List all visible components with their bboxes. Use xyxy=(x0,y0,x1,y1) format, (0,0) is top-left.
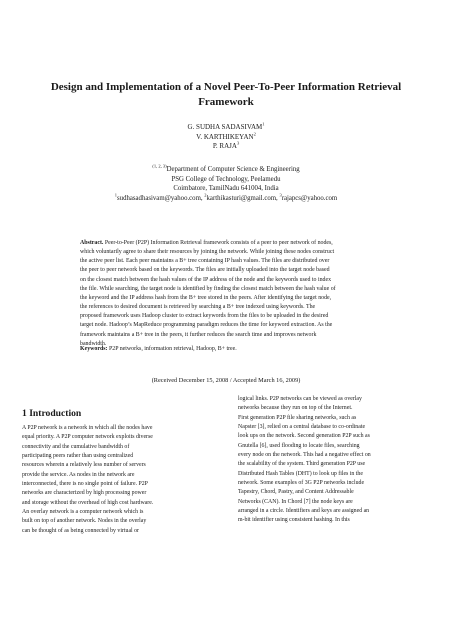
text-line: every node on the network. This had a negative effect on xyxy=(238,452,371,459)
text-line: m-bit identifier using consistent hashing. In this xyxy=(238,517,350,524)
text-line: networks because they run on top of the Internet. xyxy=(238,405,353,412)
title-line-1: Design and Implementation of a Novel Peer-To-Peer Information Retrieval xyxy=(50,81,402,93)
text-line: logical links. P2P networks can be viewed as overlay xyxy=(238,396,362,402)
text-line: network. Some examples of 3G P2P networks include xyxy=(238,480,365,487)
text-line: An overlay network is a computer network which is xyxy=(22,509,144,516)
text-line: Networks (CAN). In Chord [7] the node keys are xyxy=(238,498,353,505)
text-line: participating peers rather than using centralized xyxy=(22,453,134,460)
text-line: the scalability of the system. Third generation P2P use xyxy=(238,461,366,468)
author: V. KARTHIKEYAN$^2$ xyxy=(196,131,256,141)
text-line: proposed framework uses Hadoop cluster to extract keywords from the files to be uploaded in the desired xyxy=(80,313,329,320)
text-line: the references to desired document is retrieved by searching a B+ tree indexed using keywords. The xyxy=(80,304,316,311)
text-line: which voluntarily agree to share their resources by joining the network. While joining these nodes construct xyxy=(80,249,335,256)
text-line: connectivity and the cumulative bandwidth of xyxy=(22,443,130,450)
text-line: Napster [3], relied on a central database to co-ordinate xyxy=(238,424,366,431)
text-line: Gnutella [6], used flooding to locate files, searching xyxy=(238,442,360,449)
text-line: the peer to peer network based on the keywords. The files are initially uploaded into the target node based xyxy=(80,267,330,274)
author-emails: $^1$sudhasadhasivam@yahoo.com, $^2$karthikasturi@gmail.com, $^3$rajapcs@yahoo.com xyxy=(114,192,338,202)
text-line: on the closest match between the hash values of the IP address of the node and the keywords used to index xyxy=(80,276,332,283)
title-line-2: Framework xyxy=(198,96,254,108)
text-line: framework maintains a B+ tree in the peers, it further reduces the search time and improves network xyxy=(80,331,317,338)
email: karthikasturi@gmail.com, xyxy=(206,194,278,202)
text-line: the keyword and the IP address hash from the B+ tree stored in the peers. After identifying the target node, xyxy=(80,294,332,301)
right-column-text xyxy=(238,395,434,526)
keywords-text: P2P networks, information retrieval, Hadoop, B+ tree. xyxy=(108,346,237,352)
author: P. RAJA$^3$ xyxy=(212,140,240,150)
text-line: and storage without the overhead of high cost hardware. xyxy=(22,499,154,506)
left-column-text xyxy=(22,424,218,536)
abstract-label: Abstract. xyxy=(80,240,105,246)
text-line: resources wherein a relatively less number of servers xyxy=(22,462,146,469)
affiliation xyxy=(20,165,432,203)
text-line: networks are characterized by high processing power xyxy=(22,490,147,497)
author: G. SUDHA SADASIVAM$^1$ xyxy=(187,121,265,131)
text-line: interconnected, there is no single point of failure. P2P xyxy=(22,481,148,488)
text-line: built on top of another network. Nodes in the overlay xyxy=(22,518,147,525)
keywords-label: Keywords: xyxy=(80,346,108,352)
email: rajapcs@yahoo.com xyxy=(281,194,338,202)
keywords xyxy=(80,345,373,354)
received-date: (Received December 15, 2008 / Accepted March 16, 2009) xyxy=(151,377,301,384)
text-line: Distributed Hash Tables (DHT) to look up files in the xyxy=(238,470,363,477)
paper-title xyxy=(40,80,412,110)
text-line: Tapestry, Chord, Pastry, and Content Addressable xyxy=(238,489,354,496)
affiliation-address: Coimbatore, TamilNadu 641004, India xyxy=(173,185,279,192)
text-line: First generation P2P file sharing networks, such as xyxy=(238,414,357,421)
text-line: bandwidth. xyxy=(80,340,107,347)
text-line: Abstract. Peer-to-Peer (P2P) Information Retrieval framework consists of a peer to peer network of nodes, xyxy=(80,240,333,246)
abstract xyxy=(80,239,373,349)
text-line: the file. While searching, the target node is identified by finding the closest match between the hash value of xyxy=(80,285,336,292)
email: sudhasadhasivam@yahoo.com, xyxy=(117,194,203,202)
text-line: can be thought of as being connected by virtual or xyxy=(22,527,140,534)
text-line: A P2P network is a network in which all the nodes have xyxy=(22,425,153,431)
author-list xyxy=(40,123,412,152)
affiliation-department: $^{(1, 2, 3)}$Department of Computer Science & Engineering xyxy=(152,163,300,173)
text-line: target node. Hadoop’s MapReduce programming paradigm reduces the time for keyword extraction. As the xyxy=(80,322,333,329)
section-heading: 1 Introduction xyxy=(22,408,82,419)
text-line: the active peer list. Each peer maintains a B+ tree containing IP hash values. The files are distributed over xyxy=(80,258,330,265)
text-line: look ups on the network. Second generation P2P such as xyxy=(238,433,370,440)
affiliation-college: PSG College of Technology, Peelamedu xyxy=(171,175,281,183)
text-line: equal priority. A P2P computer network exploits diverse xyxy=(22,434,153,441)
text-line: provide the service. As nodes in the network are xyxy=(22,471,135,478)
text-line: arranged in a circle. Identifiers and keys are assigned an xyxy=(238,508,370,515)
